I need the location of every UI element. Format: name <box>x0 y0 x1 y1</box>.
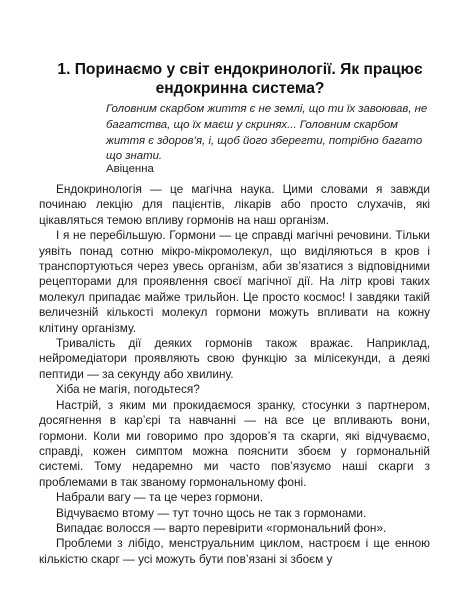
paragraph: І я не перебільшую. Гормони — це справді магічні речовини. Тільки уявіть понад сотню мікро-мікромолекул, що виділяються в кров і транспортуються через увесь організм, аби зв’язатися з відповідними рецепторами для проявлення своєї магічної дії. На літр крові таких молекул припадає майже трильйон. Це просто космос! І завдяки такій величезній кількості молекул гормони можуть впливати на кожну клітину організму. <box>39 228 430 335</box>
epigraph-quote: Головним скарбом життя є не землі, що ти їх завоював, не багатства, що їх маєш у скринях... Головним скарбом життя є здоров’я, і, щоб його зберегти, потрібно багато що знати. <box>106 103 428 163</box>
paragraph: Відчуваємо втому — тут точно щось не так з гормонами. <box>56 505 367 520</box>
paragraph: Випадає волосся — варто перевірити «гормональний фон». <box>56 520 387 535</box>
paragraph: Проблеми з лібідо, менструальним циклом, настроєм і ще енною кількістю скарг — усі можуть бути пов’язані зі збоєм у <box>39 536 430 566</box>
paragraph: Набрали вагу — та це через гормони. <box>56 490 264 505</box>
epigraph <box>106 102 430 165</box>
paragraph: Тривалість дії деяких гормонів також вражає. Наприклад, нейромедіатори проявляють свою функцію за мілісекунди, а деякі пептиди — за секунду або хвилину. <box>39 336 430 381</box>
chapter-title: 1. Поринаємо у світ ендокринології. Як працює ендокринна система? <box>57 61 423 97</box>
paragraph: Хіба не магія, погодьтеся? <box>56 382 200 397</box>
body-text <box>39 182 430 567</box>
paragraph: Ендокринологія — це магічна наука. Цими словами я завжди починаю лекцію для пацієнтів, лікарів або просто слухачів, які цікавляться темою впливу гормонів на наш організм. <box>39 182 430 227</box>
paragraph: Настрій, з яким ми прокидаємося зранку, стосунки з партнером, досягнення в кар’єрі та навчанні — на все це впливають вони, гормони. Коли ми говоримо про здоров’я та скарги, які відчуваємо, справді, кожен симптом можна пояснити збоєм у гормональній системі. Тому недаремно ми часто пов’язуємо наші скарги з проблемами в так званому гормональному фоні. <box>39 397 430 489</box>
epigraph-author: Авіценна <box>106 163 154 175</box>
